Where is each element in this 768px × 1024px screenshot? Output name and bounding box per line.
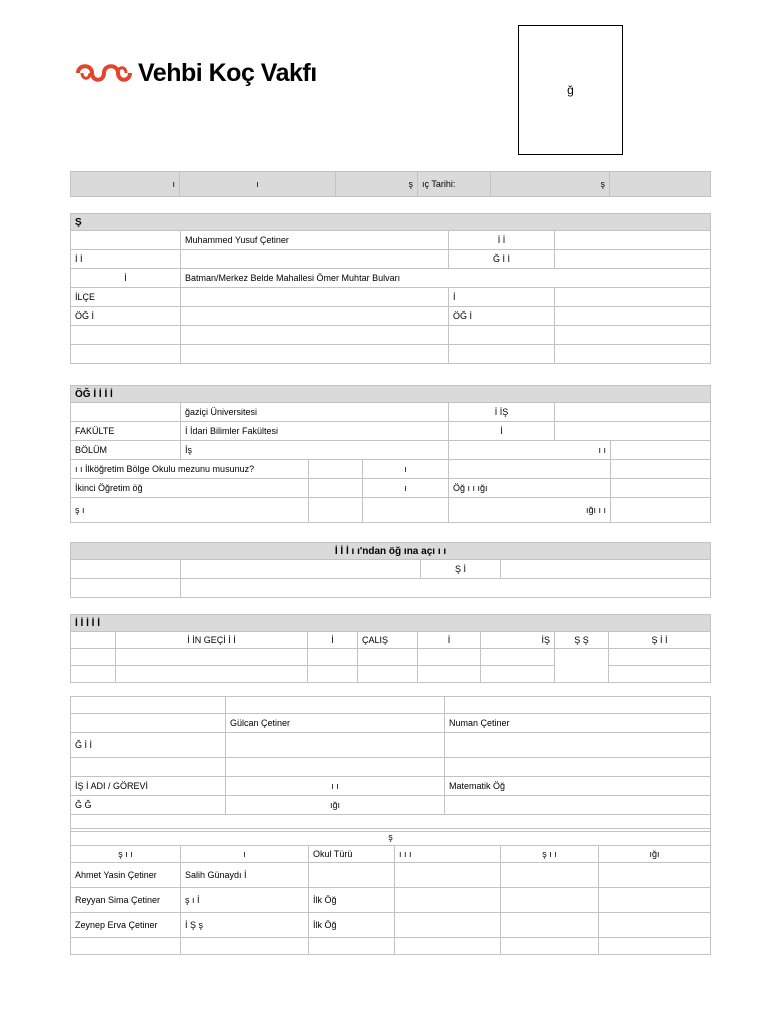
personal-value[interactable] xyxy=(181,345,449,364)
work-cell[interactable] xyxy=(308,649,358,666)
family-label xyxy=(71,758,226,777)
work-cell[interactable] xyxy=(418,649,481,666)
sibling-name[interactable]: Zeynep Erva Çetiner xyxy=(71,913,181,938)
work-col-header: Ş İ İ xyxy=(609,632,711,649)
education-label: ı xyxy=(363,479,449,498)
table-row xyxy=(71,938,711,955)
application-info-bar xyxy=(70,171,711,197)
sibling-name[interactable] xyxy=(71,938,181,955)
education-label: Öğ ı ı ığı xyxy=(449,479,611,498)
personal-label xyxy=(449,345,555,364)
mother-value[interactable] xyxy=(226,758,445,777)
siblings-col-header: ı ı ı xyxy=(395,846,501,863)
photo-box[interactable] xyxy=(518,25,623,155)
work-col-header: ÇALIŞ xyxy=(358,632,418,649)
education-table xyxy=(70,385,711,523)
department-value[interactable]: İş xyxy=(181,441,449,460)
education-value[interactable] xyxy=(611,479,711,498)
family-label: Ğ Ğ xyxy=(71,796,226,815)
sibling-school-type[interactable]: İlk Öğ xyxy=(309,888,395,913)
mother-col-header xyxy=(226,697,445,714)
work-section-header: İ İ İ İ İ xyxy=(71,615,711,632)
scholarship-cell[interactable] xyxy=(71,579,181,598)
work-col-header: İ İN GEÇİ İ İ xyxy=(116,632,308,649)
father-name-value[interactable]: Numan Çetiner xyxy=(445,714,711,733)
personal-label xyxy=(71,345,181,364)
family-table xyxy=(70,696,711,832)
sibling-cell[interactable] xyxy=(395,863,501,888)
foundation-emblem-icon xyxy=(74,58,134,88)
scholarship-section-header: İ İ İ ı ı'ndan öğ ına açı ı ı xyxy=(71,543,711,560)
personal-info-table xyxy=(70,213,711,364)
sibling-school[interactable]: Salih Günaydı İ xyxy=(181,863,309,888)
family-label: Ğ İ İ xyxy=(71,733,226,758)
district-value[interactable] xyxy=(181,288,449,307)
work-cell[interactable] xyxy=(71,649,116,666)
table-row xyxy=(71,863,711,888)
work-cell[interactable] xyxy=(609,649,711,666)
work-cell[interactable] xyxy=(481,649,555,666)
father-value[interactable] xyxy=(445,758,711,777)
sibling-school-type[interactable] xyxy=(309,938,395,955)
full-name-value[interactable]: Muhammed Yusuf Çetiner xyxy=(181,231,449,250)
work-experience-table xyxy=(70,614,711,683)
father-col-header xyxy=(445,697,711,714)
sibling-cell[interactable] xyxy=(599,913,711,938)
table-row xyxy=(71,913,711,938)
sibling-school[interactable] xyxy=(181,938,309,955)
info-cell-2: ı xyxy=(180,172,336,197)
second-education-question: İkinci Öğretim öğ xyxy=(71,479,309,498)
school-type-col-header: Okul Türü xyxy=(309,846,395,863)
faculty-value[interactable]: İ İdari Bilimler Fakültesi xyxy=(181,422,449,441)
personal-value[interactable] xyxy=(555,250,711,269)
education-value[interactable] xyxy=(555,422,711,441)
scholarship-label: Ş İ xyxy=(421,560,501,579)
personal-value[interactable] xyxy=(181,326,449,345)
personal-label xyxy=(449,326,555,345)
work-cell[interactable] xyxy=(71,666,116,683)
scholarship-cell[interactable] xyxy=(181,579,711,598)
sibling-cell[interactable] xyxy=(599,938,711,955)
occupation-label: İŞ İ ADI / GÖREVİ xyxy=(71,777,226,796)
table-row xyxy=(71,888,711,913)
scholarship-cell[interactable] xyxy=(71,560,181,579)
personal-value[interactable] xyxy=(181,307,449,326)
info-cell-1: ı xyxy=(71,172,180,197)
personal-section-header: Ş xyxy=(71,214,711,231)
work-cell[interactable] xyxy=(116,666,308,683)
department-label: BÖLÜM xyxy=(71,441,181,460)
personal-value[interactable] xyxy=(555,345,711,364)
education-label: ı ı xyxy=(449,441,611,460)
education-value[interactable] xyxy=(611,498,711,523)
mother-occupation-value[interactable]: ı ı xyxy=(226,777,445,796)
sibling-cell[interactable] xyxy=(599,863,711,888)
education-label: ı xyxy=(363,460,449,479)
work-col-header: Ş Ş xyxy=(555,632,609,649)
father-value[interactable] xyxy=(445,796,711,815)
education-label: İ xyxy=(449,422,555,441)
sibling-cell[interactable] xyxy=(395,888,501,913)
education-value[interactable] xyxy=(449,460,611,479)
table-row xyxy=(71,666,711,683)
personal-value[interactable] xyxy=(555,326,711,345)
family-label xyxy=(71,697,226,714)
father-occupation-value[interactable]: Matematik Öğ xyxy=(445,777,711,796)
mother-value[interactable] xyxy=(226,733,445,758)
sibling-name[interactable]: Reyyan Sima Çetiner xyxy=(71,888,181,913)
personal-label: Ğ İ İ xyxy=(449,250,555,269)
education-label: ığı ı ı xyxy=(449,498,611,523)
personal-label: ÖĞ İ xyxy=(71,307,181,326)
education-value[interactable] xyxy=(611,460,711,479)
work-col-header: İŞ xyxy=(481,632,555,649)
info-cell-3: ş xyxy=(336,172,418,197)
education-value[interactable] xyxy=(309,479,363,498)
work-col-header: İ xyxy=(418,632,481,649)
logo-text: Vehbi Koç Vakfı xyxy=(138,58,317,87)
work-cell[interactable] xyxy=(555,649,609,683)
education-value[interactable] xyxy=(611,441,711,460)
sibling-cell[interactable] xyxy=(501,938,599,955)
mother-value[interactable]: ığı xyxy=(226,796,445,815)
education-value[interactable] xyxy=(363,498,449,523)
siblings-section-header: ş xyxy=(71,829,711,846)
work-col-header xyxy=(71,632,116,649)
personal-value[interactable] xyxy=(555,288,711,307)
personal-label: ÖĞ İ xyxy=(449,307,555,326)
education-value[interactable] xyxy=(555,403,711,422)
siblings-col-header: ı xyxy=(181,846,309,863)
info-cell-6[interactable] xyxy=(610,172,711,197)
scholarship-cell[interactable] xyxy=(501,560,711,579)
education-label: İ İŞ xyxy=(449,403,555,422)
work-cell[interactable] xyxy=(116,649,308,666)
scholarship-cell[interactable] xyxy=(181,560,421,579)
address-label: İ xyxy=(71,269,181,288)
education-label xyxy=(71,403,181,422)
work-col-header: İ xyxy=(308,632,358,649)
scholarship-table xyxy=(70,542,711,598)
work-cell[interactable] xyxy=(609,666,711,683)
sibling-cell[interactable] xyxy=(501,913,599,938)
education-label: ş ı xyxy=(71,498,309,523)
work-cell[interactable] xyxy=(308,666,358,683)
personal-label: İ İ xyxy=(71,250,181,269)
district-label: İLÇE xyxy=(71,288,181,307)
personal-value[interactable] xyxy=(181,250,449,269)
siblings-table xyxy=(70,828,711,955)
siblings-col-header: ş ı ı xyxy=(71,846,181,863)
table-row xyxy=(71,649,711,666)
father-value[interactable] xyxy=(445,733,711,758)
personal-label: İ xyxy=(449,288,555,307)
sibling-school[interactable]: İ Ş ş xyxy=(181,913,309,938)
personal-value[interactable] xyxy=(555,307,711,326)
sibling-cell[interactable] xyxy=(395,938,501,955)
siblings-col-header: ş ı ı xyxy=(501,846,599,863)
sibling-cell[interactable] xyxy=(501,888,599,913)
personal-label xyxy=(71,326,181,345)
application-date-label: ıç Tarihi: xyxy=(418,172,491,197)
sibling-school-type[interactable]: İlk Öğ xyxy=(309,913,395,938)
personal-label xyxy=(71,231,181,250)
sibling-school[interactable]: ş ı İ xyxy=(181,888,309,913)
education-value[interactable] xyxy=(309,460,363,479)
address-value[interactable]: Batman/Merkez Belde Mahallesi Ömer Muhtar Bulvarı xyxy=(181,269,711,288)
work-cell[interactable] xyxy=(481,666,555,683)
siblings-col-header: ığı xyxy=(599,846,711,863)
personal-value[interactable] xyxy=(555,231,711,250)
university-value[interactable]: ğaziçi Üniversitesi xyxy=(181,403,449,422)
sibling-cell[interactable] xyxy=(599,888,711,913)
work-cell[interactable] xyxy=(358,666,418,683)
personal-label: İ İ xyxy=(449,231,555,250)
work-cell[interactable] xyxy=(358,649,418,666)
sibling-cell[interactable] xyxy=(395,913,501,938)
vehbi-koc-logo xyxy=(74,56,317,90)
info-cell-5: ş xyxy=(491,172,610,197)
family-label xyxy=(71,714,226,733)
photo-label: ğ xyxy=(567,83,574,97)
education-section-header: ÖĞ İ İ İ İ xyxy=(71,386,711,403)
work-cell[interactable] xyxy=(418,666,481,683)
boarding-school-question: ı ı İlköğretim Bölge Okulu mezunu musunuz? xyxy=(71,460,309,479)
sibling-cell[interactable] xyxy=(501,863,599,888)
sibling-name[interactable]: Ahmet Yasin Çetiner xyxy=(71,863,181,888)
mother-name-value[interactable]: Gülcan Çetiner xyxy=(226,714,445,733)
sibling-school-type[interactable] xyxy=(309,863,395,888)
faculty-label: FAKÜLTE xyxy=(71,422,181,441)
education-value[interactable] xyxy=(309,498,363,523)
